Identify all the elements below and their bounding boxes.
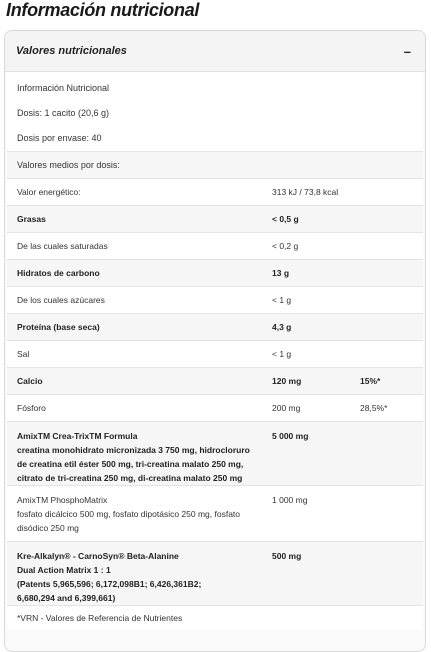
nutrient-amount: < 1 g [265, 287, 352, 314]
nutrient-amount: 120 mg [265, 368, 352, 395]
nutrient-vrn [352, 260, 423, 287]
accordion-body [7, 72, 423, 630]
ingredient-line: Dual Action Matrix 1 : 1 [17, 565, 111, 575]
table-row [7, 486, 423, 542]
table-row [7, 206, 423, 233]
nutrient-amount: 200 mg [265, 395, 352, 422]
ingredient-amount: 5 000 mg [265, 422, 352, 486]
collapse-icon[interactable]: – [403, 43, 411, 59]
nutrition-accordion [4, 30, 426, 652]
ingredient-block [7, 422, 265, 486]
table-row [7, 341, 423, 368]
nutrient-vrn [352, 233, 423, 260]
nutrient-name: Hidratos de carbono [7, 260, 265, 287]
info-dose: Dosis: 1 cacito (20,6 g) [17, 108, 110, 118]
nutrient-amount: < 0,5 g [265, 206, 352, 233]
ingredient-line: AmixTM PhosphoMatrix [17, 495, 108, 505]
accordion-title: Valores nutricionales [16, 45, 127, 57]
table-row [7, 422, 423, 486]
nutrient-vrn [352, 206, 423, 233]
nutrient-name: Valor energético: [7, 179, 265, 206]
nutrient-amount: 313 kJ / 73,8 kcal [265, 179, 352, 206]
table-row [7, 368, 423, 395]
ingredient-line: creatina monohidrato micronizada 3 750 mg, hidrocloruro [17, 445, 250, 455]
nutrient-vrn: 15%* [352, 368, 423, 395]
nutrient-vrn [352, 341, 423, 368]
nutrient-name: Fósforo [7, 395, 265, 422]
table-row [7, 287, 423, 314]
ingredient-block [7, 486, 265, 542]
table-row [7, 395, 423, 422]
ingredient-amount: 1 000 mg [265, 486, 352, 542]
nutrient-name: Calcio [7, 368, 265, 395]
page-title: Información nutricional [6, 0, 200, 20]
nutrient-name: De los cuales azúcares [7, 287, 265, 314]
section-label: Valores medios por dosis: [7, 152, 423, 179]
info-block [7, 72, 423, 151]
table-row [7, 260, 423, 287]
ingredient-line: citrato de tri-creatina 250 mg, di-creatina malato 250 mg [17, 473, 243, 483]
nutrient-amount: 13 g [265, 260, 352, 287]
ingredient-line: (Patents 5,965,596; 6,172,098B1; 6,426,361B2; [17, 579, 202, 589]
nutrient-name: Proteína (base seca) [7, 314, 265, 341]
table-row [7, 542, 423, 606]
ingredient-line: fosfato dicálcico 500 mg, fosfato dipotásico 250 mg, fosfato [17, 509, 241, 519]
table-row [7, 179, 423, 206]
ingredient-line: AmixTM Crea-TrixTM Formula [17, 431, 138, 441]
nutrient-amount: < 0,2 g [265, 233, 352, 260]
table-row [7, 233, 423, 260]
footnote: *VRN - Valores de Referencia de Nutrientes [7, 605, 423, 630]
accordion-header[interactable] [5, 31, 425, 72]
info-per-pack: Dosis por envase: 40 [17, 133, 102, 143]
nutrition-table [7, 151, 423, 605]
ingredient-amount: 500 mg [265, 542, 352, 606]
ingredient-block [7, 542, 265, 606]
table-row [7, 314, 423, 341]
ingredient-line: 6,680,294 and 6,399,661) [17, 593, 116, 603]
nutrient-vrn [352, 314, 423, 341]
nutrient-amount: < 1 g [265, 341, 352, 368]
ingredient-line: Kre-Alkalyn® - CarnoSyn® Beta-Alanine [17, 551, 179, 561]
nutrient-name: Sal [7, 341, 265, 368]
ingredient-line: de creatina etil éster 500 mg, tri-creatina malato 250 mg, [17, 459, 244, 469]
nutrient-vrn [352, 287, 423, 314]
info-heading: Información Nutricional [17, 83, 110, 93]
nutrient-name: De las cuales saturadas [7, 233, 265, 260]
ingredient-line: disódico 250 mg [17, 523, 79, 533]
nutrient-vrn [352, 179, 423, 206]
nutrient-vrn: 28,5%* [352, 395, 423, 422]
nutrient-amount: 4,3 g [265, 314, 352, 341]
nutrient-name: Grasas [7, 206, 265, 233]
